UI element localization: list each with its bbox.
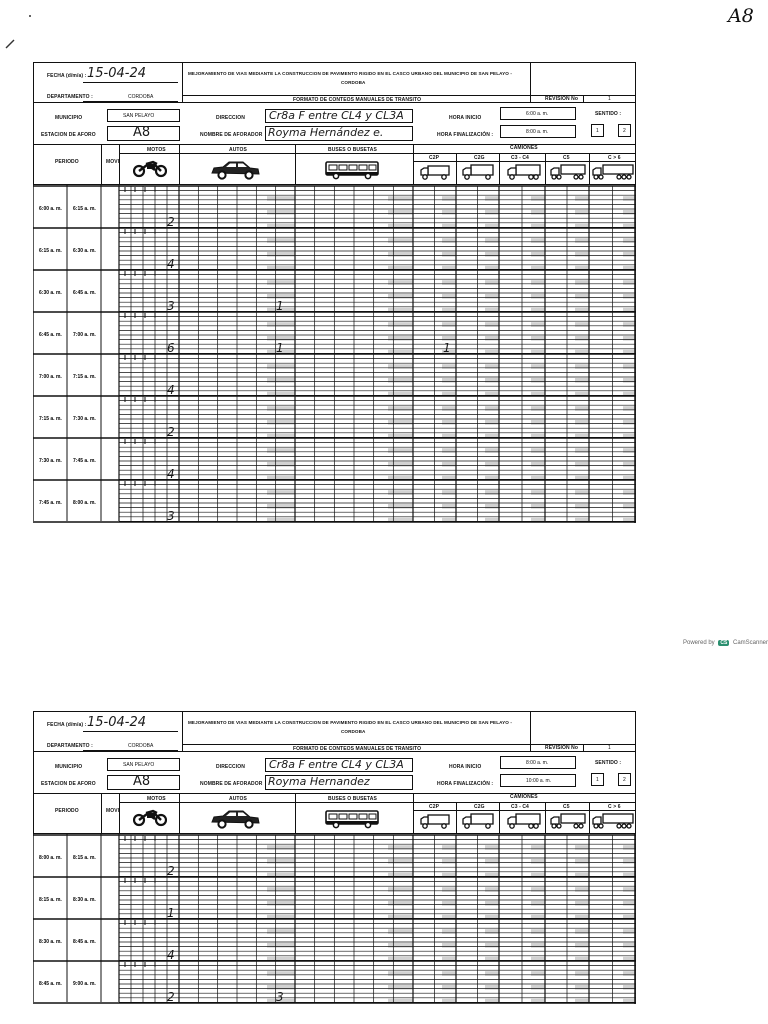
camscanner-badge-icon: CS: [720, 640, 728, 646]
aforador-value: Royma Hernandez: [268, 775, 370, 788]
c2g-label: C2G: [474, 804, 485, 810]
movi-label: MOVI: [106, 808, 120, 814]
autos-label: AUTOS: [229, 796, 247, 802]
period-start: 7:15 a. m.: [39, 416, 62, 422]
municipio-value: SAN PELAYO: [123, 762, 155, 768]
camiones-label: CAMIONES: [510, 145, 538, 151]
sentido-label: SENTIDO :: [595, 111, 622, 117]
periodo-label: PERIODO: [55, 159, 79, 165]
truck-c2g-icon: [461, 812, 495, 830]
hora-inicio-value: 8:00 a. m.: [526, 760, 549, 766]
period-end: 7:45 a. m.: [73, 458, 96, 464]
period-start: 6:00 a. m.: [39, 206, 62, 212]
motos-count: 6: [167, 341, 175, 355]
period-end: 7:15 a. m.: [73, 374, 96, 380]
car-icon: [209, 809, 261, 829]
autos-count: 3: [276, 990, 284, 1004]
count-grid: [33, 185, 636, 523]
period-end: 7:30 a. m.: [73, 416, 96, 422]
period-end: 8:45 a. m.: [73, 939, 96, 945]
period-row: [33, 311, 636, 355]
motos-count: 4: [167, 948, 175, 962]
powered-by: [683, 640, 768, 646]
motos-count: 2: [167, 990, 175, 1004]
period-row: [33, 918, 636, 962]
truck-c2g-icon: [461, 163, 495, 181]
project-title-line2: CORDOBA: [341, 80, 366, 85]
bus-icon: [324, 160, 380, 180]
fecha-label: FECHA (d/m/a) :: [47, 722, 87, 728]
departamento-label: DEPARTAMENTO :: [47, 94, 93, 100]
camiones-count: 1: [443, 341, 451, 355]
aforador-value: Royma Hernández e.: [268, 126, 384, 139]
sentido-2: 2: [623, 128, 626, 134]
truck-c2p-icon: [419, 812, 451, 830]
hora-fin-label: HORA FINALIZACIÓN :: [437, 781, 494, 787]
c3c4-label: C3 - C4: [511, 155, 529, 161]
motos-label: MOTOS: [147, 147, 166, 153]
period-start: 6:45 a. m.: [39, 332, 62, 338]
municipio-value: SAN PELAYO: [123, 113, 155, 119]
period-end: 8:00 a. m.: [73, 500, 96, 506]
period-start: 8:00 a. m.: [39, 855, 62, 861]
period-start: 8:30 a. m.: [39, 939, 62, 945]
c2p-label: C2P: [429, 155, 440, 161]
motos-count: 4: [167, 257, 175, 271]
period-row: [33, 185, 636, 229]
fecha-value: 15-04-24: [87, 66, 147, 81]
powered-brand: CamScanner: [732, 640, 768, 646]
period-start: 6:30 a. m.: [39, 290, 62, 296]
c2p-label: C2P: [429, 804, 440, 810]
truck-c3c4-icon: [506, 812, 542, 830]
period-end: 8:30 a. m.: [73, 897, 96, 903]
departamento-value: CORDOBA: [128, 94, 154, 100]
autos-label: AUTOS: [229, 147, 247, 153]
estacion-value: A8: [133, 125, 151, 140]
period-row: [33, 876, 636, 920]
period-row: [33, 227, 636, 271]
estacion-label: ESTACION DE AFORO: [41, 781, 96, 787]
c6-label: C > 6: [608, 804, 621, 810]
period-row: [33, 437, 636, 481]
aforador-label: NOMBRE DE AFORADOR: [200, 132, 263, 138]
direccion-value: Cr8a F entre CL4 y CL3A: [269, 758, 404, 771]
c2g-label: C2G: [474, 155, 485, 161]
estacion-label: ESTACION DE AFORO: [41, 132, 96, 138]
period-end: 6:30 a. m.: [73, 248, 96, 254]
fecha-value: 15-04-24: [87, 715, 147, 730]
fecha-label: FECHA (d/m/a) :: [47, 73, 87, 79]
traffic-count-sheet-1: [33, 62, 636, 524]
motos-count: 3: [167, 509, 175, 523]
truck-c6-icon: [591, 812, 635, 830]
sentido-2: 2: [623, 777, 626, 783]
hora-inicio-value: 6:00 a. m.: [526, 111, 549, 117]
period-row: [33, 834, 636, 878]
revision-value: 1: [608, 96, 611, 102]
estacion-value: A8: [133, 774, 151, 789]
project-title-line1: MEJORAMIENTO DE VIAS MEDIANTE LA CONSTRUCCION DE PAVIMENTO RIGIDO EN EL CASCO URBANO DEL MUNICIPIO DE SAN PELAYO -: [188, 71, 512, 76]
motorcycle-icon: [133, 158, 167, 178]
period-row: [33, 353, 636, 397]
motos-count: 3: [167, 299, 175, 313]
truck-c2p-icon: [419, 163, 451, 181]
direccion-label: DIRECCION: [216, 764, 245, 770]
period-start: 7:45 a. m.: [39, 500, 62, 506]
traffic-count-sheet-2: [33, 711, 636, 1024]
direccion-value: Cr8a F entre CL4 y CL3A: [269, 109, 404, 122]
revision-label: REVISION No: [545, 96, 579, 102]
municipio-label: MUNICIPIO: [55, 764, 83, 770]
hora-inicio-label: HORA INICIO: [449, 115, 482, 121]
period-row: [33, 395, 636, 439]
hora-fin-label: HORA FINALIZACIÓN :: [437, 132, 494, 138]
truck-c3c4-icon: [506, 163, 542, 181]
car-icon: [209, 160, 261, 180]
motos-count: 1: [167, 906, 175, 920]
period-start: 7:00 a. m.: [39, 374, 62, 380]
c5-label: C5: [563, 155, 570, 161]
motos-count: 4: [167, 467, 175, 481]
truck-c5-icon: [549, 163, 587, 181]
count-grid: [33, 834, 636, 1004]
period-end: 6:45 a. m.: [73, 290, 96, 296]
period-start: 8:45 a. m.: [39, 981, 62, 987]
bus-icon: [324, 809, 380, 829]
hora-fin-value: 10:00 a. m.: [526, 778, 552, 784]
aforador-label: NOMBRE DE AFORADOR: [200, 781, 263, 787]
period-start: 8:15 a. m.: [39, 897, 62, 903]
hora-inicio-label: HORA INICIO: [449, 764, 482, 770]
buses-label: BUSES O BUSETAS: [328, 147, 377, 153]
c3c4-label: C3 - C4: [511, 804, 529, 810]
autos-count: 1: [276, 341, 284, 355]
hora-fin-value: 8:00 a. m.: [526, 129, 549, 135]
revision-label: REVISION No: [545, 745, 579, 751]
period-row: [33, 960, 636, 1004]
camiones-label: CAMIONES: [510, 794, 538, 800]
period-end: 8:15 a. m.: [73, 855, 96, 861]
motos-count: 2: [167, 864, 175, 878]
motos-label: MOTOS: [147, 796, 166, 802]
motorcycle-icon: [133, 807, 167, 827]
movi-label: MOVI: [106, 159, 120, 165]
project-title-line2: CORDOBA: [341, 729, 366, 734]
period-row: [33, 479, 636, 523]
c6-label: C > 6: [608, 155, 621, 161]
sentido-1: 1: [596, 777, 599, 783]
page-corner-label: A8: [728, 5, 754, 27]
autos-count: 1: [276, 299, 284, 313]
direccion-label: DIRECCION: [216, 115, 245, 121]
powered-prefix: Powered by: [683, 640, 715, 646]
motos-count: 2: [167, 425, 175, 439]
form-header: [33, 62, 636, 185]
formato-title: FORMATO DE CONTEOS MANUALES DE TRANSITO: [293, 746, 422, 752]
truck-c5-icon: [549, 812, 587, 830]
periodo-label: PERIODO: [55, 808, 79, 814]
scan-mark-icon: [4, 12, 32, 52]
formato-title: FORMATO DE CONTEOS MANUALES DE TRANSITO: [293, 97, 422, 103]
municipio-label: MUNICIPIO: [55, 115, 83, 121]
departamento-value: CORDOBA: [128, 743, 154, 749]
departamento-label: DEPARTAMENTO :: [47, 743, 93, 749]
period-end: 6:15 a. m.: [73, 206, 96, 212]
motos-count: 2: [167, 215, 175, 229]
sentido-1: 1: [596, 128, 599, 134]
truck-c6-icon: [591, 163, 635, 181]
buses-label: BUSES O BUSETAS: [328, 796, 377, 802]
motos-count: 4: [167, 383, 175, 397]
period-start: 7:30 a. m.: [39, 458, 62, 464]
period-end: 7:00 a. m.: [73, 332, 96, 338]
period-row: [33, 269, 636, 313]
project-title-line1: MEJORAMIENTO DE VIAS MEDIANTE LA CONSTRUCCION DE PAVIMENTO RIGIDO EN EL CASCO URBANO DEL MUNICIPIO DE SAN PELAYO -: [188, 720, 512, 725]
sentido-label: SENTIDO :: [595, 760, 622, 766]
form-header: [33, 711, 636, 834]
period-end: 9:00 a. m.: [73, 981, 96, 987]
period-start: 6:15 a. m.: [39, 248, 62, 254]
c5-label: C5: [563, 804, 570, 810]
revision-value: 1: [608, 745, 611, 751]
